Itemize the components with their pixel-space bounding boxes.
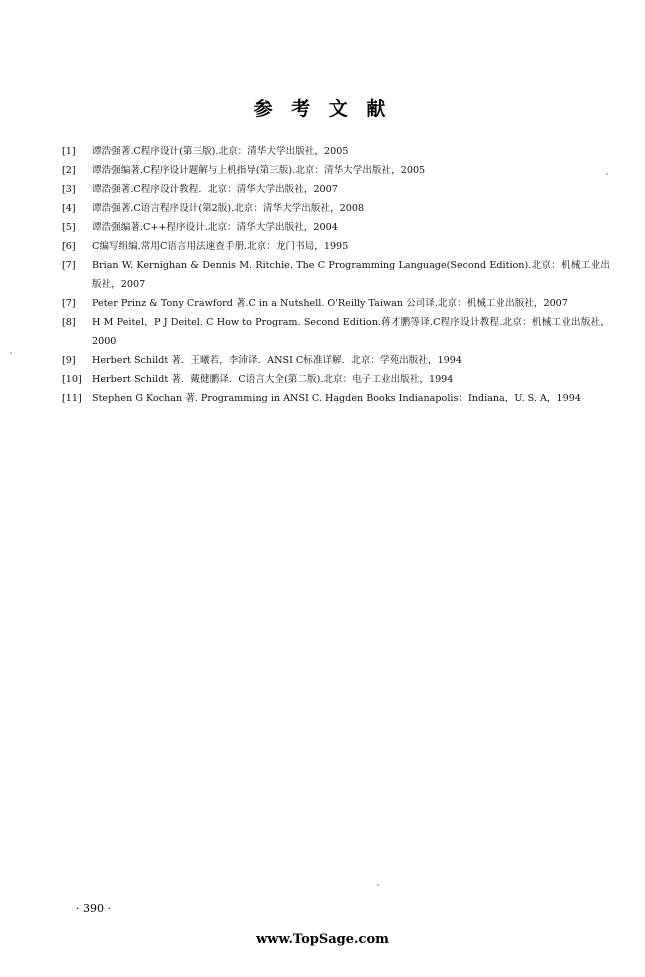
reference-text: 谭浩强编著.C程序设计题解与上机指导(第三版).北京：清华大学出版社，2005: [92, 165, 426, 176]
reference-number: [6]: [62, 241, 76, 252]
reference-item: [62, 351, 610, 370]
reference-number: [8]: [62, 317, 76, 328]
reference-item: [62, 237, 610, 256]
reference-text: 谭浩强编著.C++程序设计.北京：清华大学出版社，2004: [92, 222, 338, 233]
reference-text: Peter Prinz & Tony Crawford 著.C in a Nutshell. O'Reilly Taiwan 公司译.北京：机械工业出版社，2007: [92, 298, 568, 309]
reference-number: [11]: [62, 393, 82, 404]
reference-text: Herbert Schildt 著．戴健鹏译．C语言大全(第二版).北京：电子工业出版社，1994: [92, 374, 454, 385]
reference-text: 谭浩强著.C程序设计(第三版).北京：清华大学出版社，2005: [92, 146, 349, 157]
reference-number: [3]: [62, 184, 76, 195]
reference-text: 谭浩强著.C语言程序设计(第2版).北京：清华大学出版社，2008: [92, 203, 365, 214]
footer-url: www.TopSage.com: [256, 932, 389, 947]
reference-text: 谭浩强著.C程序设计教程．北京：清华大学出版社，2007: [92, 184, 338, 195]
page-title: 参 考 文 献: [253, 98, 392, 120]
reference-text: Herbert Schildt 著．王曦若，李沛译．ANSI C标准详解．北京：学苑出版社，1994: [92, 355, 462, 366]
reference-item: [62, 199, 610, 218]
reference-item: [62, 294, 610, 313]
reference-number: [7]: [62, 260, 76, 271]
reference-item: [62, 370, 610, 389]
reference-text: H M Peitel，P J Deitel. C How to Program. Second Edition.蒋才鹏等译.C程序设计教程.北京：机械工业出版社，2000: [92, 317, 610, 347]
scan-speck: [10, 352, 12, 354]
reference-text: Brian W. Kernighan & Dennis M. Ritchie. The C Programming Language(Second Edition).北京：机械工业出版社，2007: [92, 260, 610, 290]
reference-number: [4]: [62, 203, 76, 214]
reference-list: [62, 142, 610, 408]
reference-item: [62, 180, 610, 199]
page-number: · 390 ·: [76, 902, 111, 915]
reference-number: [9]: [62, 355, 76, 366]
reference-text: C编写组编.常用C语言用法速查手册.北京：龙门书局，1995: [92, 241, 349, 252]
reference-number: [2]: [62, 165, 76, 176]
reference-text: Stephen G Kochan 著. Programming in ANSI C. Hagden Books Indianapolis：Indiana，U. S. A，1994: [92, 393, 581, 404]
scan-speck: [377, 884, 379, 886]
reference-number: [7]: [62, 298, 76, 309]
reference-item: [62, 389, 610, 408]
reference-item: [62, 313, 610, 351]
reference-item: [62, 161, 610, 180]
scan-speck: [606, 173, 608, 175]
reference-item: [62, 142, 610, 161]
reference-number: [5]: [62, 222, 76, 233]
reference-item: [62, 256, 610, 294]
reference-item: [62, 218, 610, 237]
reference-number: [10]: [62, 374, 82, 385]
reference-number: [1]: [62, 146, 76, 157]
